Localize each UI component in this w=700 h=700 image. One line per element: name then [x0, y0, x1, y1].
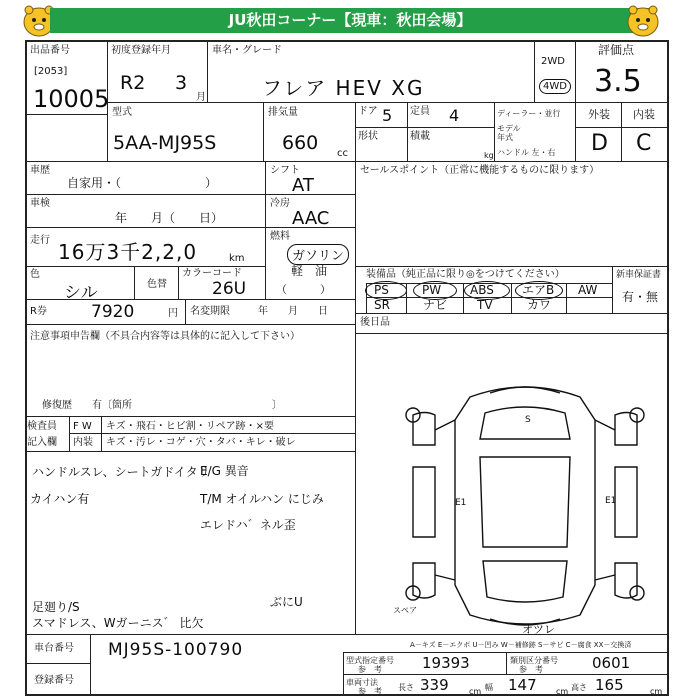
score-value: 3.5 — [594, 64, 642, 99]
entry-label: 記入欄 — [27, 437, 57, 448]
displacement-label: 排気量 — [268, 107, 298, 118]
model-value: 5AA-MJ95S — [113, 132, 217, 154]
equipment-label: 装備品（純正品に限り◎をつけてください） — [366, 269, 565, 280]
name-limit-ymd: 年 月 日 — [258, 306, 328, 317]
note-4: T/M オイルハン にじみ — [200, 492, 324, 506]
ref2-label: 参 考 — [519, 665, 543, 674]
model-designation-label: 型式指定番号 — [346, 656, 394, 665]
equip-ps: PS — [374, 283, 389, 297]
width-label: 幅 — [485, 683, 493, 692]
r-ticket-label: R券 — [30, 306, 47, 317]
repair-history-label: 修復歴 有〔箇所 〕 — [42, 400, 282, 411]
inspection-value: 年 月（ 日） — [115, 211, 224, 225]
warranty-value: 有・無 — [622, 290, 659, 304]
cooler-value: AAC — [292, 208, 330, 229]
mileage-label: 走行 — [30, 235, 50, 246]
model-designation-value: 19393 — [422, 654, 470, 672]
inspection-label: 車検 — [30, 198, 50, 209]
doors-label: ドア — [358, 106, 378, 117]
displacement-value: 660 — [282, 132, 319, 154]
interior-grade: C — [636, 131, 652, 156]
dims-label: 車両寸法 — [346, 678, 378, 687]
note-6: 足廻り/S — [32, 600, 80, 614]
lot-label: 出品番号 — [30, 45, 70, 56]
height-value: 165 — [595, 676, 624, 694]
capacity-label: 定員 — [410, 106, 430, 117]
color-code-value: 26U — [212, 279, 247, 299]
month-unit: 月 — [196, 92, 206, 103]
length-value: 339 — [420, 676, 449, 694]
notes-diagram-divider — [355, 334, 356, 634]
score-label: 評価点 — [598, 43, 635, 57]
hsep-bottom — [25, 634, 669, 635]
four-wd-circled: 4WD — [539, 79, 571, 94]
rear-label: 後日品 — [360, 317, 390, 328]
fw-label: F W — [73, 421, 92, 432]
fuel-other: （ ） — [276, 283, 331, 296]
model-change-label: モデル 年式 — [497, 124, 521, 142]
reg-label: 登録番号 — [34, 675, 74, 686]
car-name-value: フレア HEV XG — [262, 76, 425, 100]
svg-text:E1: E1 — [605, 496, 617, 506]
vsep-spec — [506, 652, 507, 674]
handle-label: ハンドル 左・右 — [497, 148, 556, 157]
km-unit: km — [229, 253, 245, 264]
load-label: 積載 — [410, 131, 430, 142]
first-reg-era: R2 — [120, 72, 146, 94]
equip-navi: ナビ — [423, 298, 448, 312]
width-unit: cm — [556, 687, 569, 696]
category-value: 0601 — [592, 654, 631, 672]
svg-text:S: S — [525, 415, 531, 425]
vsep-1 — [69, 416, 70, 452]
hsep-1 — [69, 433, 356, 434]
warranty-label: 新車保証書 — [616, 270, 662, 280]
length-unit: cm — [469, 687, 482, 696]
in-label: 内装 — [73, 437, 93, 448]
height-label: 高さ — [571, 683, 587, 692]
shift-value: AT — [292, 175, 314, 196]
shape-label: 形状 — [358, 131, 378, 142]
first-reg-month: 3 — [175, 72, 188, 94]
cooler-label: 冷房 — [270, 198, 290, 209]
width-value: 147 — [508, 676, 537, 694]
note-1: ハンドルスレ、シートガドイタリ — [32, 465, 210, 479]
spare-label: スペア — [393, 606, 417, 615]
chassis-value: MJ95S-100790 — [108, 640, 244, 660]
interior-label: 内装 — [633, 108, 655, 121]
dealer-label: ディーラー・並行 — [497, 109, 561, 118]
ref1-label: 参 考 — [358, 665, 382, 674]
note-3: カイハン有 — [30, 492, 90, 506]
legend-text: A－キズ E－エクボ U－凹み W－補修跡 S－サビ C－腐食 XX－交換済 — [410, 641, 632, 649]
history-label: 車歴 — [30, 165, 50, 176]
in-items: キズ・汚レ・コゲ・穴・タバ・キレ・破レ — [106, 437, 296, 448]
model-label: 型式 — [112, 107, 132, 118]
exterior-label: 外装 — [588, 108, 610, 121]
note-2: E/G 異音 — [200, 464, 249, 478]
car-diagram — [395, 375, 655, 640]
header-title: JU秋田コーナー【現車：秋田会場】 — [50, 8, 650, 33]
cc-unit: cc — [337, 148, 348, 159]
fuel-value-circled: ガソリン — [287, 244, 349, 265]
equip-airbag: エアB — [522, 283, 555, 297]
notes-declaration-label: 注意事項申告欄（不具合内容等は具体的に記入して下さい） — [30, 331, 300, 342]
category-label: 類別区分番号 — [510, 656, 558, 665]
mascot-icon-right — [626, 4, 660, 38]
chassis-label: 車台番号 — [34, 643, 74, 654]
kg-unit: kg — [484, 151, 494, 160]
lot-small: [2053] — [34, 66, 68, 77]
doors-value: 5 — [382, 106, 393, 125]
fw-items: キズ・飛石・ヒビ割・リペア跡・×要 — [106, 421, 274, 432]
hsep-spec — [343, 674, 669, 675]
history-value: 自家用・（ ） — [67, 176, 218, 190]
note-9: オツレ — [522, 623, 555, 636]
height-unit: cm — [650, 687, 663, 696]
car-name-label: 車名・グレード — [212, 45, 282, 56]
diesel-option: 軽 油 — [291, 264, 328, 278]
first-reg-label: 初度登録年月 — [111, 45, 171, 56]
equip-aw: AW — [578, 283, 598, 297]
color-value: シル — [64, 283, 98, 303]
capacity-value: 4 — [449, 106, 460, 125]
shift-label: シフト — [270, 165, 300, 176]
two-wd-label: 2WD — [541, 56, 565, 67]
equip-tv: TV — [477, 298, 493, 312]
exterior-grade: D — [591, 131, 608, 156]
name-limit-label: 名変期限 — [190, 306, 230, 317]
r-ticket-value: 7920 — [91, 302, 135, 322]
rear-cell — [355, 313, 669, 334]
fuel-label: 燃料 — [270, 231, 290, 242]
vsep-2 — [101, 416, 102, 452]
mileage-value: 16万3千2,2,0 — [58, 240, 198, 264]
sales-point-label: セールスポイント（正常に機能するものに限ります） — [360, 165, 600, 176]
color-change-label: 色替 — [147, 279, 167, 290]
sales-point-cell — [355, 161, 669, 267]
note-8: ぶにU — [270, 595, 303, 609]
color-code-label: カラーコード — [182, 268, 242, 279]
note-5: エレドハ゛ネル歪 — [200, 518, 296, 532]
length-label: 長さ — [398, 683, 414, 692]
equip-sr: SR — [374, 298, 390, 312]
ref3-label: 参 考 — [358, 687, 382, 696]
equip-pw: PW — [422, 283, 442, 297]
svg-text:E1: E1 — [455, 498, 467, 508]
note-7: スマドレス、Wガーニス゛ 比欠 — [32, 616, 204, 630]
color-label: 色 — [30, 269, 40, 280]
equip-leather: カワ — [527, 298, 552, 312]
inspector-label: 検査員 — [27, 421, 57, 432]
lot-number: 10005 — [33, 85, 110, 113]
equip-abs: ABS — [470, 283, 494, 297]
r-ticket-unit: 円 — [168, 308, 178, 319]
